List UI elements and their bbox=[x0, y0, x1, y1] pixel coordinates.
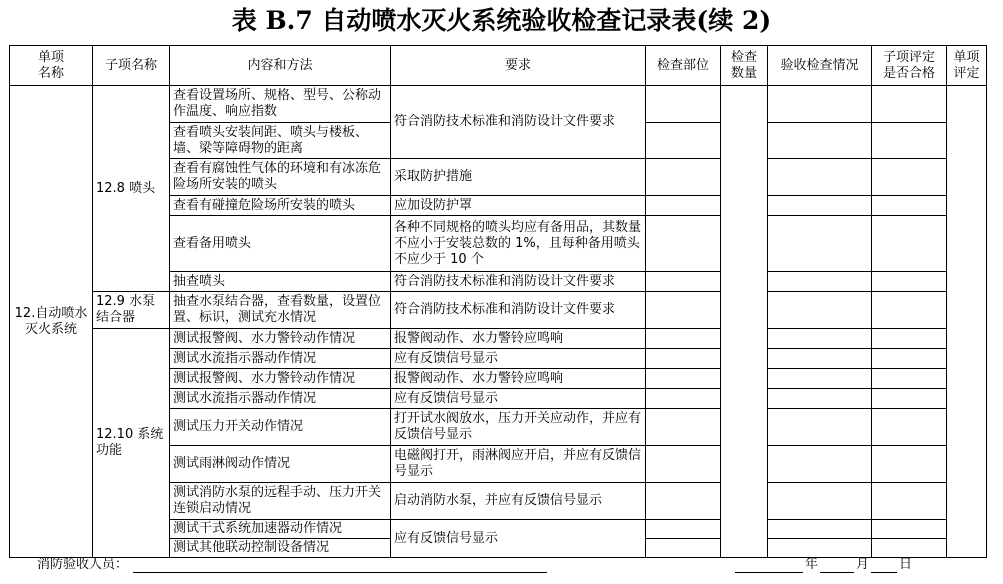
check-location-cell[interactable] bbox=[646, 329, 721, 349]
header-check-quantity bbox=[721, 46, 768, 86]
sub-item-pass-cell[interactable] bbox=[872, 86, 947, 123]
sub-item-pass-cell[interactable] bbox=[872, 216, 947, 272]
content-cell: 测试其他联动控制设备情况 bbox=[170, 539, 391, 558]
inspection-status-cell[interactable] bbox=[768, 539, 872, 558]
sub-item-name: 12.9 水泵结合器 bbox=[93, 292, 170, 329]
check-quantity-cell[interactable] bbox=[721, 86, 768, 558]
sub-item-pass-cell[interactable] bbox=[872, 520, 947, 539]
header-unit-eval bbox=[947, 46, 987, 86]
document-title: 表 B.7 自动喷水灭火系统验收检查记录表(续 2) bbox=[231, 6, 772, 35]
inspection-status-cell[interactable] bbox=[768, 86, 872, 123]
requirement-cell: 报警阀动作、水力警铃应鸣响 bbox=[391, 329, 646, 349]
inspection-status-cell[interactable] bbox=[768, 349, 872, 369]
inspection-status-cell[interactable] bbox=[768, 369, 872, 389]
check-location-cell[interactable] bbox=[646, 272, 721, 292]
header-check-location: 检查部位 bbox=[646, 46, 721, 86]
sub-item-pass-cell[interactable] bbox=[872, 409, 947, 446]
inspector-signature-line[interactable] bbox=[133, 556, 547, 573]
inspection-status-cell[interactable] bbox=[768, 123, 872, 159]
content-cell: 测试报警阀、水力警铃动作情况 bbox=[170, 329, 391, 349]
inspection-status-cell[interactable] bbox=[768, 446, 872, 483]
header-unit-item bbox=[10, 46, 93, 86]
content-cell: 测试雨淋阀动作情况 bbox=[170, 446, 391, 483]
sub-item-pass-cell[interactable] bbox=[872, 389, 947, 409]
requirement-cell: 符合消防技术标准和消防设计文件要求 bbox=[391, 272, 646, 292]
inspection-status-cell[interactable] bbox=[768, 216, 872, 272]
check-location-cell[interactable] bbox=[646, 520, 721, 539]
year-field[interactable] bbox=[735, 556, 803, 573]
requirement-cell: 符合消防技术标准和消防设计文件要求 bbox=[391, 292, 646, 329]
day-field[interactable] bbox=[871, 556, 897, 573]
header-requirement: 要求 bbox=[391, 46, 646, 86]
requirement-cell: 应有反馈信号显示 bbox=[391, 520, 646, 558]
signature-footer bbox=[0, 556, 1003, 578]
inspection-status-cell[interactable] bbox=[768, 389, 872, 409]
check-location-cell[interactable] bbox=[646, 159, 721, 196]
requirement-cell: 采取防护措施 bbox=[391, 159, 646, 196]
requirement-cell: 报警阀动作、水力警铃应鸣响 bbox=[391, 369, 646, 389]
content-cell: 查看有腐蚀性气体的环境和有冰冻危险场所安装的喷头 bbox=[170, 159, 391, 196]
content-cell: 抽查水泵结合器，查看数量，设置位置、标识，测试充水情况 bbox=[170, 292, 391, 329]
inspection-status-cell[interactable] bbox=[768, 272, 872, 292]
inspection-status-cell[interactable] bbox=[768, 329, 872, 349]
sub-item-pass-cell[interactable] bbox=[872, 539, 947, 558]
check-location-cell[interactable] bbox=[646, 349, 721, 369]
inspection-status-cell[interactable] bbox=[768, 292, 872, 329]
content-cell: 查看备用喷头 bbox=[170, 216, 391, 272]
content-cell: 测试水流指示器动作情况 bbox=[170, 389, 391, 409]
content-cell: 抽查喷头 bbox=[170, 272, 391, 292]
table-row bbox=[10, 292, 987, 329]
requirement-cell: 应有反馈信号显示 bbox=[391, 349, 646, 369]
inspection-status-cell[interactable] bbox=[768, 520, 872, 539]
sub-item-pass-cell[interactable] bbox=[872, 483, 947, 520]
sub-item-pass-cell[interactable] bbox=[872, 196, 947, 216]
check-location-cell[interactable] bbox=[646, 389, 721, 409]
content-cell: 测试干式系统加速器动作情况 bbox=[170, 520, 391, 539]
header-check-quantity-label: 检查 数量 bbox=[730, 49, 757, 81]
sub-item-pass-cell[interactable] bbox=[872, 446, 947, 483]
inspection-status-cell[interactable] bbox=[768, 409, 872, 446]
header-unit-eval-label: 单项 评定 bbox=[953, 49, 980, 81]
requirement-cell: 启动消防水泵，并应有反馈信号显示 bbox=[391, 483, 646, 520]
check-location-cell[interactable] bbox=[646, 216, 721, 272]
content-cell: 测试报警阀、水力警铃动作情况 bbox=[170, 369, 391, 389]
requirement-cell: 打开试水阀放水，压力开关应动作，并应有反馈信号显示 bbox=[391, 409, 646, 446]
check-location-cell[interactable] bbox=[646, 539, 721, 558]
content-cell: 查看有碰撞危险场所安装的喷头 bbox=[170, 196, 391, 216]
header-sub-item: 子项名称 bbox=[93, 46, 170, 86]
unit-item-name: 12.自动喷水灭火系统 bbox=[10, 86, 93, 558]
inspector-label: 消防验收人员： bbox=[37, 557, 129, 572]
check-location-cell[interactable] bbox=[646, 86, 721, 123]
content-cell: 测试水流指示器动作情况 bbox=[170, 349, 391, 369]
header-row bbox=[10, 46, 987, 86]
requirement-cell: 电磁阀打开，雨淋阀应开启，并应有反馈信号显示 bbox=[391, 446, 646, 483]
check-location-cell[interactable] bbox=[646, 123, 721, 159]
check-location-cell[interactable] bbox=[646, 483, 721, 520]
unit-eval-cell[interactable] bbox=[947, 86, 987, 558]
requirement-cell: 符合消防技术标准和消防设计文件要求 bbox=[391, 86, 646, 159]
requirement-cell: 应加设防护罩 bbox=[391, 196, 646, 216]
inspection-status-cell[interactable] bbox=[768, 483, 872, 520]
check-location-cell[interactable] bbox=[646, 446, 721, 483]
sub-item-pass-cell[interactable] bbox=[872, 272, 947, 292]
month-field[interactable] bbox=[820, 556, 854, 573]
month-label: 月 bbox=[856, 557, 870, 572]
requirement-cell: 应有反馈信号显示 bbox=[391, 389, 646, 409]
header-content-method: 内容和方法 bbox=[170, 46, 391, 86]
table-row bbox=[10, 329, 987, 349]
requirement-cell: 各种不同规格的喷头均应有备用品，其数量不应小于安装总数的 1%，且每种备用喷头不应少于 10 个 bbox=[391, 216, 646, 272]
header-sub-item-pass-label: 子项评定 是否合格 bbox=[882, 49, 935, 81]
header-sub-item-pass bbox=[872, 46, 947, 86]
sub-item-name: 12.10 系统功能 bbox=[93, 329, 170, 558]
day-label: 日 bbox=[899, 557, 913, 572]
year-label: 年 bbox=[805, 557, 819, 572]
sub-item-pass-cell[interactable] bbox=[872, 349, 947, 369]
check-location-cell[interactable] bbox=[646, 409, 721, 446]
sub-item-pass-cell[interactable] bbox=[872, 159, 947, 196]
header-inspection-status: 验收检查情况 bbox=[768, 46, 872, 86]
sub-item-name: 12.8 喷头 bbox=[93, 86, 170, 292]
check-location-cell[interactable] bbox=[646, 292, 721, 329]
sub-item-pass-cell[interactable] bbox=[872, 369, 947, 389]
content-cell: 测试压力开关动作情况 bbox=[170, 409, 391, 446]
table-row bbox=[10, 86, 987, 123]
header-unit-item-label: 单项 名称 bbox=[37, 49, 64, 81]
check-location-cell[interactable] bbox=[646, 196, 721, 216]
inspection-status-cell[interactable] bbox=[768, 196, 872, 216]
content-cell: 测试消防水泵的远程手动、压力开关连锁启动情况 bbox=[170, 483, 391, 520]
inspection-status-cell[interactable] bbox=[768, 159, 872, 196]
check-location-cell[interactable] bbox=[646, 369, 721, 389]
inspection-table bbox=[9, 45, 987, 558]
sub-item-pass-cell[interactable] bbox=[872, 123, 947, 159]
sub-item-pass-cell[interactable] bbox=[872, 292, 947, 329]
content-cell: 查看设置场所、规格、型号、公称动作温度、响应指数 bbox=[170, 86, 391, 123]
sub-item-pass-cell[interactable] bbox=[872, 329, 947, 349]
content-cell: 查看喷头安装间距、喷头与楼板、墙、梁等障碍物的距离 bbox=[170, 123, 391, 159]
